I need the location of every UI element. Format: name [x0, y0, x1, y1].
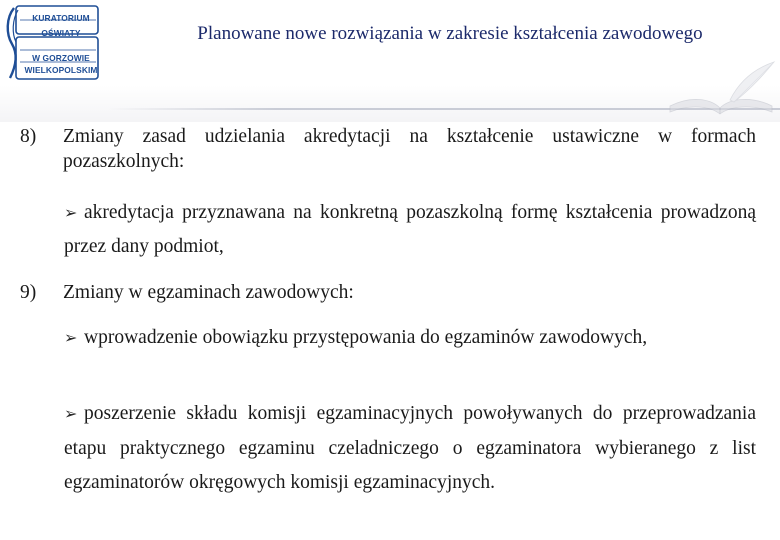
bullet-item	[64, 196, 756, 264]
logo-line-gorzow: W GORZOWIE	[32, 53, 90, 63]
open-book-quill-icon	[660, 60, 778, 118]
arrow-bullet-icon: ➢	[64, 328, 78, 347]
list-item-text: Zmiany zasad udzielania akredytacji na kształcenie ustawiczne w formach pozaszkolnych:	[63, 126, 756, 172]
logo-line-wielkopolskim: WIELKOPOLSKIM	[24, 65, 98, 75]
bullet-text: wprowadzenie obowiązku przystępowania do egzaminów zawodowych,	[84, 327, 648, 348]
bullet-item	[64, 397, 756, 501]
kuratorium-logo	[4, 4, 100, 82]
logo-line-kuratorium: KURATORIUM	[32, 13, 90, 23]
bullet-text: poszerzenie składu komisji egzaminacyjnych powoływanych do przeprowadzania etapu praktycznego egzaminu czeladniczego o egzaminatora wybieranego z list egzaminatorów okręgowych komisji egzaminacyjnych.	[64, 403, 756, 493]
list-item-9	[20, 280, 756, 305]
list-number: 8)	[20, 126, 37, 147]
bullet-item	[64, 321, 756, 355]
page-title: Planowane nowe rozwiązania w zakresie kształcenia zawodowego	[197, 23, 703, 44]
list-item-text: Zmiany w egzaminach zawodowych:	[63, 282, 354, 303]
list-item-8	[20, 124, 756, 174]
arrow-bullet-icon: ➢	[64, 203, 78, 222]
bullet-text: akredytacja przyznawana na konkretną pozaszkolną formę kształcenia prowadzoną przez dany podmiot,	[64, 202, 756, 257]
logo-text-bottom	[22, 44, 100, 75]
arrow-bullet-icon: ➢	[64, 404, 78, 423]
list-number: 9)	[20, 282, 37, 303]
logo-line-oswiaty: OŚWIATY	[41, 28, 81, 38]
logo-text-top	[22, 14, 100, 38]
